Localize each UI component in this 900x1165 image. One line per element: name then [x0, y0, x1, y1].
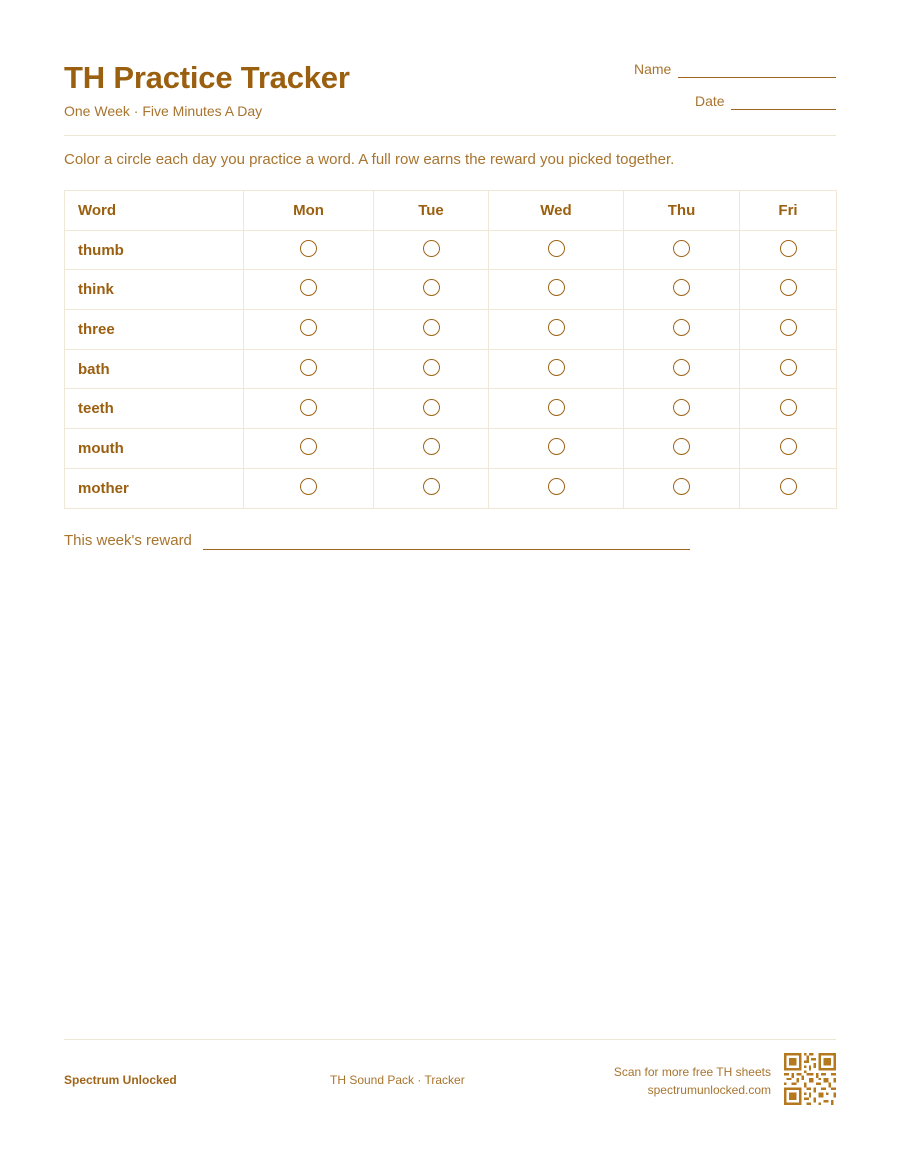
table-row [65, 429, 837, 469]
date-field[interactable] [731, 95, 836, 110]
column-header-word: Word [65, 191, 244, 231]
practice-circle[interactable] [423, 319, 440, 336]
practice-circle[interactable] [780, 438, 797, 455]
practice-circle[interactable] [423, 478, 440, 495]
practice-circle[interactable] [780, 359, 797, 376]
practice-circle[interactable] [780, 279, 797, 296]
practice-circle[interactable] [300, 478, 317, 495]
website-link[interactable]: spectrumunlocked.com [647, 1083, 771, 1097]
practice-circle[interactable] [780, 478, 797, 495]
practice-circle[interactable] [548, 399, 565, 416]
practice-circle[interactable] [423, 240, 440, 257]
footer-pack-title: TH Sound Pack · Tracker [330, 1073, 465, 1087]
practice-circle[interactable] [548, 438, 565, 455]
practice-circle[interactable] [780, 240, 797, 257]
practice-circle[interactable] [423, 438, 440, 455]
footer-divider [64, 1039, 836, 1040]
practice-circle[interactable] [300, 240, 317, 257]
practice-circle[interactable] [300, 319, 317, 336]
practice-circle[interactable] [673, 319, 690, 336]
page-title: TH Practice Tracker [64, 60, 350, 95]
word-cell: think [65, 270, 244, 310]
reward-field[interactable] [203, 534, 690, 550]
practice-circle[interactable] [673, 359, 690, 376]
word-cell: thumb [65, 230, 244, 270]
practice-circle[interactable] [300, 438, 317, 455]
practice-circle[interactable] [423, 399, 440, 416]
date-label: Date [695, 93, 725, 109]
practice-circle[interactable] [673, 399, 690, 416]
name-label: Name [634, 61, 672, 77]
practice-table [64, 190, 837, 509]
footer-scan-info [614, 1063, 771, 1099]
word-cell: bath [65, 349, 244, 389]
practice-circle[interactable] [673, 240, 690, 257]
table-row [65, 389, 837, 429]
practice-circle[interactable] [548, 319, 565, 336]
reward-label: This week's reward [64, 532, 192, 549]
practice-circle[interactable] [673, 478, 690, 495]
practice-circle[interactable] [780, 399, 797, 416]
page-subtitle: One Week · Five Minutes A Day [64, 103, 263, 119]
table-header-row [65, 191, 837, 231]
table-row [65, 468, 837, 508]
practice-circle[interactable] [780, 319, 797, 336]
practice-circle[interactable] [300, 279, 317, 296]
scan-text: Scan for more free TH sheets [613, 1065, 771, 1079]
practice-circle[interactable] [548, 478, 565, 495]
practice-circle[interactable] [673, 279, 690, 296]
qr-code-icon [784, 1053, 836, 1105]
name-field[interactable] [678, 63, 836, 78]
footer-brand: Spectrum Unlocked [64, 1073, 177, 1087]
column-header-fri: Fri [740, 191, 837, 231]
instructions-text: Color a circle each day you practice a word. A full row earns the reward you picked together. [64, 151, 675, 168]
practice-circle[interactable] [673, 438, 690, 455]
practice-circle[interactable] [548, 279, 565, 296]
word-cell: mouth [65, 429, 244, 469]
practice-circle[interactable] [300, 359, 317, 376]
word-cell: three [65, 310, 244, 350]
table-row [65, 310, 837, 350]
table-row [65, 349, 837, 389]
practice-circle[interactable] [548, 359, 565, 376]
column-header-tue: Tue [374, 191, 489, 231]
column-header-wed: Wed [489, 191, 624, 231]
practice-circle[interactable] [548, 240, 565, 257]
practice-circle[interactable] [300, 399, 317, 416]
word-cell: mother [65, 468, 244, 508]
practice-circle[interactable] [423, 359, 440, 376]
table-row [65, 270, 837, 310]
column-header-mon: Mon [244, 191, 374, 231]
practice-circle[interactable] [423, 279, 440, 296]
column-header-thu: Thu [624, 191, 740, 231]
header-divider [64, 135, 836, 136]
table-row [65, 230, 837, 270]
word-cell: teeth [65, 389, 244, 429]
